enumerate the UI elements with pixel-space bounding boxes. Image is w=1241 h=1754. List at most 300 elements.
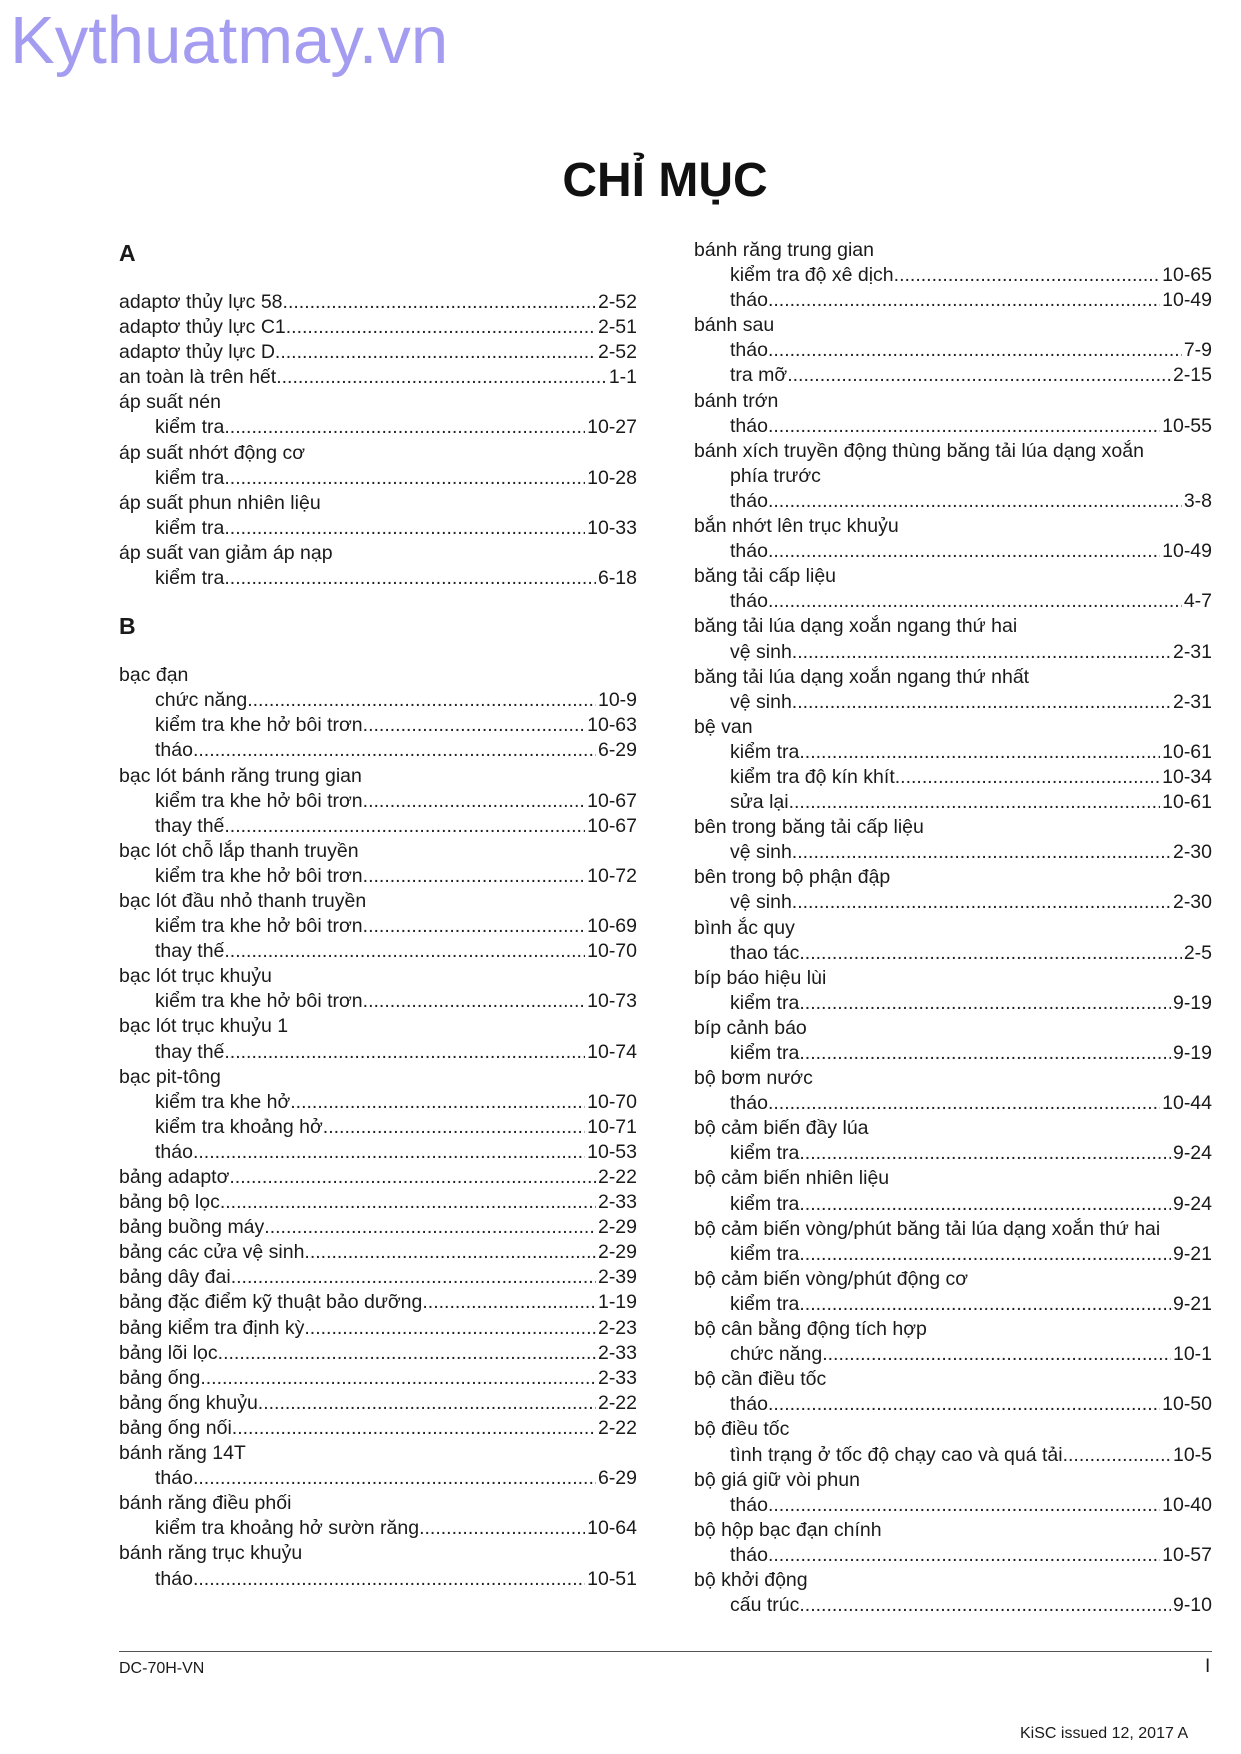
entry-page: 2-31 (1172, 690, 1212, 713)
entry-label: phía trước (730, 464, 821, 487)
dot-leader (768, 1392, 1160, 1417)
entry-label: tháo (730, 1543, 768, 1566)
entry-label: bánh răng 14T (119, 1442, 246, 1465)
entry-label: bánh răng điều phối (119, 1492, 292, 1515)
dot-leader (264, 1215, 596, 1240)
index-subentry (694, 1392, 1212, 1417)
dot-leader (768, 1091, 1160, 1116)
entry-label: thao tác (730, 941, 800, 964)
entry-label: tháo (730, 590, 768, 613)
dot-leader (363, 713, 585, 738)
entry-page: 10-40 (1162, 1493, 1212, 1516)
index-subentry (694, 765, 1212, 790)
dot-leader (792, 640, 1171, 665)
index-entry (119, 365, 637, 390)
index-subentry (119, 713, 637, 738)
index-entry (119, 1316, 637, 1341)
index-subentry (694, 464, 1212, 489)
entry-page: 6-29 (597, 1467, 637, 1490)
entry-label: vệ sinh (730, 841, 792, 864)
entry-label: kiểm tra (730, 991, 800, 1014)
entry-label: tháo (155, 1467, 193, 1490)
dot-leader (229, 1165, 596, 1190)
index-subentry (694, 790, 1212, 815)
entry-label: tháo (730, 540, 768, 563)
entry-page: 2-22 (597, 1391, 637, 1414)
entry-page: 6-18 (597, 567, 637, 590)
dot-leader (247, 688, 596, 713)
section-letter: B (119, 613, 136, 640)
index-entry (119, 315, 637, 340)
entry-page: 10-71 (587, 1115, 637, 1138)
dot-leader (231, 1265, 596, 1290)
entry-label: tháo (730, 489, 768, 512)
dot-leader (224, 939, 585, 964)
index-entry (694, 1016, 1212, 1041)
entry-page: 10-33 (587, 516, 637, 539)
entry-label: bạc đạn (119, 664, 189, 687)
dot-leader (258, 1391, 596, 1416)
entry-label: bộ bơm nước (694, 1067, 813, 1090)
index-subentry (119, 914, 637, 939)
dot-leader (419, 1516, 585, 1541)
index-entry (119, 340, 637, 365)
index-subentry (119, 1516, 637, 1541)
entry-page: 10-69 (587, 915, 637, 938)
entry-page: 9-10 (1172, 1594, 1212, 1617)
index-column-left (119, 238, 637, 1592)
dot-leader (290, 1090, 585, 1115)
entry-label: áp suất nhớt động cơ (119, 441, 306, 464)
dot-leader (224, 814, 585, 839)
entry-page: 10-44 (1162, 1092, 1212, 1115)
index-entry (694, 1367, 1212, 1392)
entry-label: tháo (730, 414, 768, 437)
dot-leader (768, 1493, 1160, 1518)
index-subentry (119, 516, 637, 541)
entry-label: adaptơ thủy lực D (119, 341, 275, 364)
entry-label: kiểm tra (155, 416, 225, 439)
entry-label: tháo (155, 1567, 193, 1590)
dot-leader (363, 789, 585, 814)
index-subentry (694, 1593, 1212, 1618)
index-entry (119, 1416, 637, 1441)
entry-label: tháo (730, 289, 768, 312)
entry-label: bảng buồng máy (119, 1216, 265, 1239)
dot-leader (283, 290, 596, 315)
entry-label: bảng ống nối (119, 1416, 232, 1439)
index-subentry (694, 338, 1212, 363)
index-entry (694, 614, 1212, 639)
entry-label: bảng bộ lọc (119, 1191, 220, 1214)
index-entry (694, 1317, 1212, 1342)
section-letter: A (119, 240, 136, 266)
entry-label: kiểm tra khe hở (155, 1090, 291, 1113)
dot-leader (276, 365, 607, 390)
index-subentry (694, 589, 1212, 614)
entry-page: 7-9 (1183, 339, 1212, 362)
entry-label: bánh răng trục khuỷu (119, 1542, 303, 1565)
index-subentry (119, 1466, 637, 1491)
dot-leader (789, 790, 1161, 815)
index-subentry (694, 1342, 1212, 1367)
entry-page: 10-1 (1172, 1343, 1212, 1366)
entry-page: 10-73 (587, 990, 637, 1013)
index-subentry (694, 1192, 1212, 1217)
dot-leader (768, 338, 1182, 363)
dot-leader (193, 1466, 596, 1491)
entry-page: 10-74 (587, 1040, 637, 1063)
entry-label: kiểm tra (730, 1242, 800, 1265)
entry-label: bạc pit-tông (119, 1065, 221, 1088)
index-subentry (694, 288, 1212, 313)
entry-label: bảng đặc điểm kỹ thuật bảo dưỡng (119, 1291, 423, 1314)
index-entry (694, 1518, 1212, 1543)
index-entry (694, 514, 1212, 539)
entry-label: kiểm tra (730, 1192, 800, 1215)
dot-leader (220, 1190, 596, 1215)
entry-page: 2-15 (1172, 364, 1212, 387)
index-subentry (119, 1115, 637, 1140)
entry-page: 3-8 (1183, 489, 1212, 512)
entry-label: kiểm tra (155, 567, 225, 590)
entry-label: thay thế (155, 1040, 225, 1063)
entry-page: 10-70 (587, 940, 637, 963)
doc-code: DC-70H-VN (119, 1660, 205, 1677)
index-entry (119, 1215, 637, 1240)
entry-label: adaptơ thủy lực C1 (119, 316, 286, 339)
entry-page: 9-21 (1172, 1242, 1212, 1265)
entry-page: 2-29 (597, 1216, 637, 1239)
index-entry (119, 1366, 637, 1391)
entry-label: bánh răng trung gian (694, 239, 874, 261)
index-entry (119, 1441, 637, 1466)
index-entry (119, 1290, 637, 1315)
index-entry (694, 564, 1212, 589)
entry-label: bảng lõi lọc (119, 1341, 218, 1364)
entry-label: băng tải cấp liệu (694, 565, 837, 588)
entry-label: bộ cần điều tốc (694, 1368, 827, 1391)
index-subentry (119, 789, 637, 814)
entry-label: bạc lót đầu nhỏ thanh truyền (119, 889, 367, 912)
entry-label: bíp báo hiệu lùi (694, 966, 827, 989)
dot-leader (1063, 1443, 1171, 1468)
dot-leader (224, 566, 596, 591)
entry-label: kiểm tra (730, 740, 800, 763)
entry-page: 2-23 (597, 1316, 637, 1339)
dot-leader (822, 1342, 1171, 1367)
index-entry (119, 541, 637, 566)
dot-leader (363, 914, 585, 939)
index-subentry (694, 991, 1212, 1016)
index-subentry (119, 1090, 637, 1115)
index-entry (119, 1190, 637, 1215)
entry-label: băng tải lúa dạng xoắn ngang thứ nhất (694, 665, 1030, 688)
entry-page: 2-33 (597, 1366, 637, 1389)
entry-page: 9-21 (1172, 1292, 1212, 1315)
entry-label: bộ điều tốc (694, 1418, 790, 1441)
index-subentry (119, 738, 637, 763)
index-subentry (119, 688, 637, 713)
index-subentry (694, 640, 1212, 665)
index-subentry (119, 814, 637, 839)
index-entry (119, 1391, 637, 1416)
index-entry (694, 916, 1212, 941)
entry-label: an toàn là trên hết (119, 366, 277, 389)
dot-leader (792, 690, 1171, 715)
entry-page: 10-49 (1162, 540, 1212, 563)
index-subentry (119, 1567, 637, 1592)
index-subentry (694, 740, 1212, 765)
entry-label: bảng ống khuỷu (119, 1391, 258, 1414)
entry-label: vệ sinh (730, 640, 792, 663)
entry-label: tháo (730, 1092, 768, 1115)
entry-label: bộ cảm biến đầy lúa (694, 1117, 869, 1140)
entry-page: 2-30 (1172, 891, 1212, 914)
dot-leader (792, 890, 1171, 915)
index-entry (694, 1417, 1212, 1442)
dot-leader (422, 1290, 596, 1315)
dot-leader (193, 738, 596, 763)
index-subentry (694, 489, 1212, 514)
entry-page: 1-1 (608, 366, 637, 389)
entry-label: bộ giá giữ vòi phun (694, 1468, 860, 1491)
entry-label: bánh xích truyền động thùng băng tải lúa dạng xoắn (694, 439, 1144, 462)
dot-leader (799, 941, 1181, 966)
index-entry (694, 715, 1212, 740)
entry-label: bảng dây đai (119, 1266, 231, 1289)
entry-page: 10-49 (1162, 289, 1212, 312)
entry-label: chức năng (730, 1343, 823, 1366)
index-entry (119, 1491, 637, 1516)
page-title: CHỈ MỤC (562, 154, 768, 207)
entry-page: 10-61 (1162, 791, 1212, 814)
entry-label: kiểm tra khoảng hở sườn răng (155, 1517, 420, 1540)
entry-label: bộ hộp bạc đạn chính (694, 1518, 882, 1541)
entry-page: 10-55 (1162, 414, 1212, 437)
entry-page: 10-5 (1172, 1443, 1212, 1466)
entry-page: 2-52 (597, 341, 637, 364)
index-subentry (694, 263, 1212, 288)
entry-label: bíp cảnh báo (694, 1016, 807, 1039)
index-entry (119, 441, 637, 466)
index-entry (119, 663, 637, 688)
dot-leader (799, 740, 1160, 765)
dot-leader (275, 340, 596, 365)
index-subentry (694, 363, 1212, 388)
dot-leader (193, 1140, 585, 1165)
entry-label: kiểm tra (730, 1292, 800, 1315)
entry-page: 9-19 (1172, 991, 1212, 1014)
entry-page: 9-24 (1172, 1192, 1212, 1215)
index-entry (694, 1217, 1212, 1242)
entry-label: bạc lót bánh răng trung gian (119, 764, 362, 787)
index-entry (119, 1014, 637, 1039)
index-subentry (119, 1040, 637, 1065)
entry-label: kiểm tra khe hở bôi trơn (155, 915, 363, 938)
entry-page: 2-22 (597, 1166, 637, 1188)
index-entry (119, 1165, 637, 1190)
dot-leader (224, 415, 585, 440)
index-entry (119, 1240, 637, 1265)
entry-label: tháo (730, 1393, 768, 1416)
index-subentry (119, 864, 637, 889)
dot-leader (224, 516, 585, 541)
entry-label: thay thế (155, 940, 225, 963)
dot-leader (768, 539, 1160, 564)
index-subentry (119, 939, 637, 964)
entry-label: vệ sinh (730, 690, 792, 713)
entry-label: bộ cảm biến vòng/phút băng tải lúa dạng xoắn thứ hai (694, 1217, 1161, 1240)
index-subentry (694, 941, 1212, 966)
entry-page: 10-70 (587, 1090, 637, 1113)
issued-note: KiSC issued 12, 2017 A (1020, 1725, 1189, 1742)
entry-label: bảng adaptơ (119, 1166, 230, 1188)
dot-leader (363, 989, 585, 1014)
entry-label: kiểm tra khe hở bôi trơn (155, 990, 363, 1013)
entry-label: kiểm tra khe hở bôi trơn (155, 789, 363, 812)
entry-label: tra mỡ (730, 364, 788, 387)
entry-label: bắn nhớt lên trục khuỷu (694, 515, 899, 538)
entry-page: 9-19 (1172, 1042, 1212, 1064)
dot-leader (799, 1192, 1171, 1217)
entry-page: 10-64 (587, 1517, 637, 1540)
entry-label: bộ cảm biến nhiên liệu (694, 1167, 890, 1190)
dot-leader (768, 589, 1182, 614)
index-entry (694, 389, 1212, 414)
entry-label: bộ cân bằng động tích hợp (694, 1318, 927, 1341)
entry-label: bộ cảm biến vòng/phút động cơ (694, 1267, 969, 1290)
entry-page: 10-67 (587, 789, 637, 812)
index-subentry (694, 539, 1212, 564)
entry-page: 6-29 (597, 739, 637, 762)
entry-page: 2-29 (597, 1241, 637, 1264)
index-entry (119, 764, 637, 789)
entry-page: 10-65 (1162, 264, 1212, 287)
entry-page: 10-57 (1162, 1543, 1212, 1566)
index-subentry (694, 1041, 1212, 1066)
entry-page: 2-22 (597, 1416, 637, 1439)
dot-leader (799, 1242, 1171, 1267)
entry-page: 10-27 (587, 416, 637, 439)
entry-label: bên trong bộ phận đập (694, 866, 891, 889)
dot-leader (232, 1416, 596, 1441)
entry-label: vệ sinh (730, 891, 792, 914)
entry-label: bạc lót trục khuỷu (119, 965, 272, 988)
entry-page: 2-52 (597, 291, 637, 313)
index-subentry (694, 1292, 1212, 1317)
dot-leader (224, 1040, 585, 1065)
dot-leader (323, 1115, 585, 1140)
entry-label: tình trạng ở tốc độ chạy cao và quá tải (730, 1443, 1063, 1466)
entry-label: bộ khởi động (694, 1568, 808, 1591)
dot-leader (286, 315, 596, 340)
entry-label: bệ van (694, 715, 753, 738)
watermark: Kythuatmay.vn (10, 3, 449, 78)
entry-label: băng tải lúa dạng xoắn ngang thứ hai (694, 615, 1018, 638)
dot-leader (895, 765, 1160, 790)
entry-label: bảng kiểm tra định kỳ (119, 1316, 305, 1339)
entry-label: thay thế (155, 814, 225, 837)
index-subentry (119, 566, 637, 591)
entry-label: bên trong băng tải cấp liệu (694, 816, 924, 839)
index-subentry (694, 1543, 1212, 1568)
entry-page: 4-7 (1183, 590, 1212, 613)
entry-page: 10-34 (1162, 765, 1212, 788)
entry-page: 10-63 (587, 714, 637, 737)
index-subentry (119, 989, 637, 1014)
index-subentry (694, 840, 1212, 865)
entry-label: kiểm tra (155, 516, 225, 539)
dot-leader (304, 1316, 596, 1341)
entry-page: 10-51 (587, 1567, 637, 1590)
page-number: I (1205, 1656, 1211, 1677)
dot-leader (799, 1141, 1171, 1166)
entry-page: 10-72 (587, 864, 637, 887)
index-entry (694, 1116, 1212, 1141)
dot-leader (768, 288, 1160, 313)
entry-label: bánh trớn (694, 389, 779, 412)
entry-page: 2-31 (1172, 640, 1212, 663)
dot-leader (200, 1366, 596, 1391)
dot-leader (768, 414, 1160, 439)
index-subentry (119, 1140, 637, 1165)
index-entry (119, 1065, 637, 1090)
index-column-right (694, 238, 1212, 1618)
index-entry (119, 964, 637, 989)
index-entry (694, 1066, 1212, 1091)
entry-label: kiểm tra khe hở bôi trơn (155, 714, 363, 737)
index-entry (119, 1265, 637, 1290)
index-entry (694, 665, 1212, 690)
entry-page: 10-61 (1162, 740, 1212, 763)
entry-label: bạc lót chỗ lắp thanh truyền (119, 839, 359, 862)
entry-label: cấu trúc (730, 1594, 800, 1617)
dot-leader (799, 1041, 1171, 1066)
index-subentry (694, 1141, 1212, 1166)
entry-label: sửa lại (730, 791, 789, 814)
entry-page: 1-19 (597, 1291, 637, 1314)
entry-label: kiểm tra độ xê dịch (730, 264, 894, 287)
index-entry (694, 865, 1212, 890)
entry-page: 10-50 (1162, 1393, 1212, 1416)
entry-page: 10-53 (587, 1140, 637, 1163)
entry-label: kiểm tra (730, 1042, 800, 1064)
entry-page: 2-30 (1172, 841, 1212, 864)
entry-page: 2-39 (597, 1266, 637, 1289)
index-entry (119, 839, 637, 864)
index-entry (694, 815, 1212, 840)
entry-page: 2-33 (597, 1191, 637, 1214)
dot-leader (768, 1543, 1160, 1568)
entry-label: kiểm tra (155, 466, 225, 489)
index-entry (119, 491, 637, 516)
entry-label: tháo (155, 739, 193, 762)
entry-label: tháo (155, 1140, 193, 1163)
dot-leader (193, 1567, 585, 1592)
dot-leader (799, 1292, 1171, 1317)
index-entry (694, 313, 1212, 338)
entry-page: 2-51 (597, 316, 637, 339)
index-subentry (694, 1242, 1212, 1267)
index-entry (119, 1341, 637, 1366)
index-subentry (694, 890, 1212, 915)
entry-page: 10-67 (587, 814, 637, 837)
dot-leader (304, 1240, 596, 1265)
entry-label: kiểm tra khe hở bôi trơn (155, 864, 363, 887)
index-entry (694, 1166, 1212, 1191)
entry-page: 10-9 (597, 689, 637, 712)
